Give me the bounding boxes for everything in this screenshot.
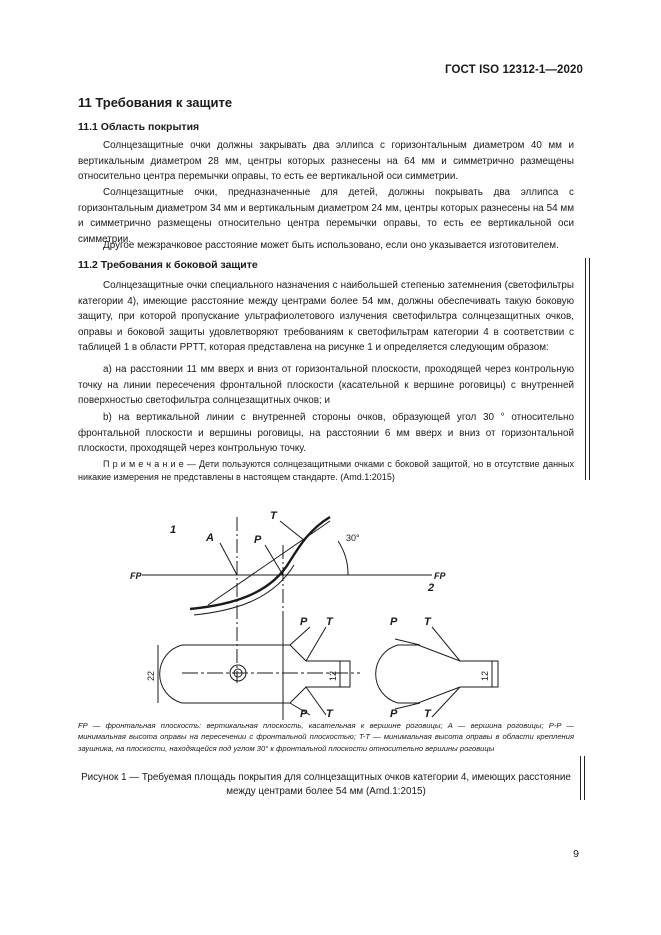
paragraph: Солнцезащитные очки должны закрывать два эллипса с горизонтальным диаметром 40 мм и вертикальным диаметром 28 мм, центры которых разнесены на 64 мм и симметрично размещены относительно центра перемычки оправы, то есть ее вертикальной оси симметрии. [78, 140, 574, 183]
leader-p2 [395, 639, 420, 645]
label-p-top: P [300, 616, 308, 628]
leader-a [220, 543, 237, 575]
label-fp-left: FP [130, 571, 142, 581]
label-a: A [206, 532, 214, 544]
label-p2-bottom: P [390, 708, 398, 720]
angle-arc [338, 541, 348, 575]
section-title: 11 Требования к защите [78, 95, 233, 110]
subsection-title-11-2: 11.2 Требования к боковой защите [78, 259, 258, 271]
angle-line [208, 521, 330, 605]
label-2: 2 [428, 582, 435, 594]
leader-t2-bottom [432, 687, 460, 717]
change-bar [585, 258, 586, 480]
note [78, 458, 574, 484]
leader-p2-bottom [395, 703, 420, 709]
leader-p-top [290, 627, 310, 645]
figure-legend: FP — фронтальная плоскость: вертикальная плоскость, касательная к вершине роговицы; A — вершина роговицы; P-P — минимальная высота оправы на пересечении с фронтальной плоскостью; T-T — минимальная высота оправы в области крепления заушника, на плоскости, находящейся под углом 30° к фронтальной плоскости относительно вершины роговицы [78, 721, 574, 753]
frame-outline-1 [160, 645, 350, 703]
change-bar [589, 258, 590, 480]
lens-arc [190, 517, 330, 609]
page-number: 9 [573, 848, 579, 860]
dim-label-12: 12 [328, 670, 338, 681]
paragraph: Другое межзрачковое расстояние может быть использовано, если оно указывается изготовителем. [103, 240, 559, 251]
figure-1-diagram [120, 505, 520, 720]
note-label: П р и м е ч а н и е [103, 459, 184, 469]
dim-label-22: 22 [146, 670, 156, 681]
label-p: P [254, 534, 262, 546]
list-item-a: a) на расстоянии 11 мм вверх и вниз от горизонтальной плоскости, проходящей через контрольную точку на линии пересечения фронтальной плоскости (касательной к вершине роговицы) с внутренней поверхностью светофильтра солнцезащитных очков; и [78, 364, 574, 407]
list-item-b: b) на вертикальной линии с внутренней стороны очков, образующей угол 30 ° относительно фронтальной плоскости и вершины роговицы, на расстоянии 6 мм вверх и вниз от горизонтальной плоскости, проходящей через контрольную точку. [78, 412, 574, 455]
leader-t-top [306, 627, 326, 661]
label-p-bottom: P [300, 708, 308, 720]
label-t: T [270, 510, 277, 522]
paragraph: Солнцезащитные очки специального назначения с наибольшей степенью затемнения (светофильтры категории 4), имеющие расстояние между центрами более 54 мм, должны обеспечивать такую боковую защиту, при которой пропускание ультрафиолетового излучения светофильтра солнцезащитных очков, оправы и боковой защиты удовлетворяют требованиям к светофильтрам категории 4 в соответствии с таблицей 1 в области PPTT, которая представлена на рисунке 1 и определяется следующим образом: [78, 280, 574, 354]
label-fp-right: FP [434, 571, 446, 581]
label-t2-bottom: T [424, 708, 431, 720]
label-1: 1 [170, 524, 177, 536]
subsection-title-11-1: 11.1 Область покрытия [78, 121, 200, 133]
paragraph: Солнцезащитные очки, предназначенные для детей, должны покрывать два эллипса с горизонтальным диаметром 34 мм и вертикальным диаметром 24 мм, центры которых разнесены на 54 мм и симметрично размещены относительно центра перемычки оправы, то есть ее вертикальной оси симметрии. [78, 187, 574, 245]
label-p2: P [390, 616, 398, 628]
change-bar [580, 756, 581, 800]
leader-t [280, 521, 305, 541]
change-bar [584, 756, 585, 800]
label-t-bottom: T [326, 708, 333, 720]
leader-p [265, 545, 283, 575]
angle-label: 30° [346, 533, 360, 543]
leader-t-bottom [306, 687, 326, 715]
label-t2: T [424, 616, 431, 628]
note-text: — Дети пользуются солнцезащитными очками с боковой защитой, но в отсутствие данных никакие измерения не представлены в настоящем стандарте. (Amd.1:2015) [78, 459, 574, 482]
standard-header: ГОСТ ISO 12312-1—2020 [445, 64, 583, 76]
label-t-top: T [326, 616, 333, 628]
dim-label-12-right: 12 [480, 670, 490, 681]
figure-caption: Рисунок 1 — Требуемая площадь покрытия для солнцезащитных очков категории 4, имеющих расстояние между центрами более 54 мм (Amd.1:2015) [81, 772, 571, 797]
